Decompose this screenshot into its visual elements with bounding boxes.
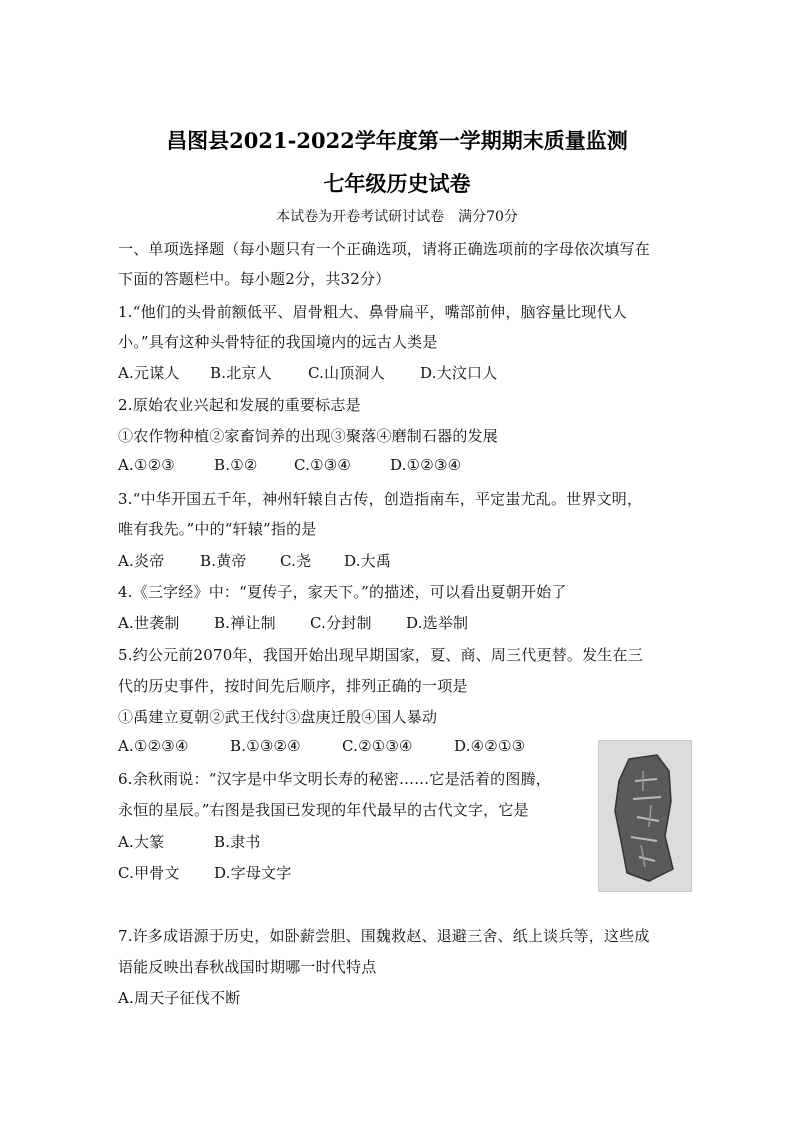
option-c: C.甲骨文: [118, 864, 180, 882]
question-7-option-a: A.周天子征伐不断: [118, 989, 241, 1007]
option-d: D.字母文字: [214, 864, 292, 882]
option-b: B.①③②④: [230, 737, 301, 755]
section-instructions-line1: 一、单项选择题（每小题只有一个正确选项，请将正确选项前的字母依次填写在: [118, 240, 651, 258]
oracle-bone-image: [598, 740, 692, 892]
question-3-text-cont: 唯有我先。”中的“轩辕”指的是: [118, 520, 317, 538]
option-d: D.选举制: [406, 614, 469, 632]
option-d: D.①②③④: [390, 456, 462, 474]
question-7-text-cont: 语能反映出春秋战国时期哪一时代特点: [118, 958, 377, 976]
option-c: C.分封制: [310, 614, 372, 632]
question-4-text: 4.《三字经》中：“夏传子，家天下。”的描述，可以看出夏朝开始了: [118, 583, 567, 601]
question-1-options: [118, 362, 497, 383]
oracle-bone-illustration: [599, 741, 691, 891]
option-a: A.①②③④: [118, 737, 189, 755]
option-b: B.禅让制: [214, 614, 276, 632]
option-a: A.炎帝: [118, 552, 165, 570]
question-2-options: [118, 456, 461, 474]
question-4-options: [118, 612, 468, 633]
exam-subtitle: 七年级历史试卷: [323, 171, 471, 196]
question-3-options: [118, 550, 391, 571]
exam-note: 本试卷为开卷考试研讨试卷 满分70分: [276, 209, 518, 225]
question-5-items: ①禹建立夏朝②武王伐纣③盘庚迁殷④国人暴动: [118, 708, 438, 726]
question-6-options-row1: [118, 831, 261, 852]
option-a: A.①②③: [118, 456, 175, 474]
question-3-text: 3.“中华开国五千年，神州轩辕自古传，创造指南车，平定蚩尤乱。世界文明，: [118, 490, 643, 508]
option-b: B.黄帝: [200, 552, 247, 570]
option-c: C.②①③④: [342, 737, 413, 755]
option-b: B.北京人: [210, 364, 272, 382]
option-b: B.隶书: [214, 833, 261, 851]
option-c: C.①③④: [294, 456, 352, 474]
option-a: A.大篆: [118, 833, 165, 851]
option-d: D.大禹: [344, 552, 392, 570]
section-instructions-line2: 下面的答题栏中。每小题2分，共32分）: [118, 270, 391, 288]
option-c: C.山顶洞人: [308, 364, 385, 382]
option-c: C.尧: [280, 552, 312, 570]
option-d: D.大汶口人: [420, 364, 498, 382]
question-2-text: 2.原始农业兴起和发展的重要标志是: [118, 396, 361, 414]
question-1-text-cont: 小。”具有这种头骨特征的我国境内的远古人类是: [118, 333, 438, 351]
option-a: A.元谋人: [118, 364, 180, 382]
option-a: A.世袭制: [118, 614, 180, 632]
question-5-options: [118, 737, 525, 755]
question-6-text: 6.余秋雨说：“汉字是中华文明长寿的秘密……它是活着的图腾，: [118, 770, 551, 788]
question-7-text: 7.许多成语源于历史，如卧薪尝胆、围魏救赵、退避三舍、纸上谈兵等，这些成: [118, 927, 650, 945]
exam-title: 昌图县2021-2022学年度第一学期期末质量监测: [166, 128, 628, 153]
option-d: D.④②①③: [454, 737, 526, 755]
question-5-text: 5.约公元前2070年，我国开始出现早期国家，夏、商、周三代更替。发生在三: [118, 646, 643, 664]
question-5-text-cont: 代的历史事件，按时间先后顺序，排列正确的一项是: [118, 677, 468, 695]
question-6-text-cont: 永恒的星辰。”右图是我国已发现的年代最早的古代文字，它是: [118, 801, 529, 819]
option-b: B.①②: [214, 456, 258, 474]
question-6-options-row2: [118, 862, 291, 883]
question-1-text: 1.“他们的头骨前额低平、眉骨粗大、鼻骨扁平，嘴部前伸，脑容量比现代人: [118, 303, 627, 321]
question-2-items: ①农作物种植②家畜饲养的出现③聚落④磨制石器的发展: [118, 427, 499, 445]
